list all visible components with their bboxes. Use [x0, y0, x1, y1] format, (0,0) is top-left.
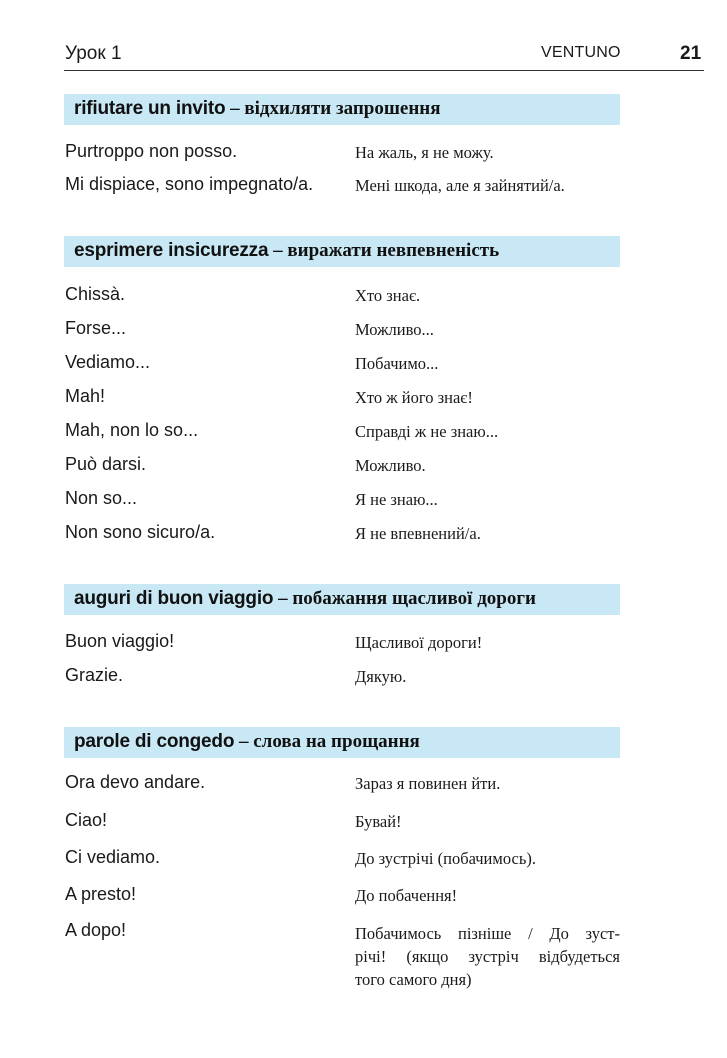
header-divider	[64, 70, 704, 71]
phrase-uk: Мені шкода, але я зайнятий/а.	[355, 176, 565, 195]
heading-dash: –	[234, 731, 254, 752]
phrase-it: A dopo!	[65, 920, 127, 940]
phrase-it: Mah, non lo so...	[65, 420, 199, 440]
heading-dash: –	[225, 98, 245, 119]
phrase-row	[0, 284, 727, 314]
section-heading	[74, 98, 441, 120]
phrase-uk: Бувай!	[355, 812, 402, 831]
heading-dash: –	[268, 240, 288, 261]
phrase-it: A presto!	[65, 884, 137, 904]
phrase-uk: Дякую.	[355, 667, 407, 686]
section-title-it: rifiutare un invito	[74, 98, 226, 119]
phrase-uk-line: Побачимось пізніше / До зуст-	[355, 924, 620, 943]
section-heading	[74, 240, 499, 262]
phrase-it: Ora devo andare.	[65, 772, 206, 792]
phrase-row	[0, 352, 727, 382]
heading-dash: –	[273, 588, 293, 609]
phrase-it: Buon viaggio!	[65, 631, 175, 651]
phrase-row	[0, 174, 727, 204]
phrase-uk: Можливо...	[355, 320, 434, 339]
phrase-row	[0, 920, 727, 992]
phrase-uk: Зараз я повинен йти.	[355, 774, 501, 793]
phrase-it: Non sono sicuro/a.	[65, 522, 216, 542]
phrase-it: Non so...	[65, 488, 138, 508]
phrase-uk: Справді ж не знаю...	[355, 422, 499, 441]
phrase-uk-line: того самого дня)	[355, 970, 472, 989]
section-heading	[74, 731, 420, 753]
phrase-it: Mi dispiace, sono impegnato/a.	[65, 174, 314, 194]
phrase-it: Grazie.	[65, 665, 124, 685]
phrase-row	[0, 454, 727, 484]
section-title-uk: побажання щасливої дороги	[292, 588, 536, 609]
phrase-it: Ci vediamo.	[65, 847, 161, 867]
phrase-uk: Щасливої дороги!	[355, 633, 483, 652]
phrase-uk-line: річі! (якщо зустріч відбудеться	[355, 947, 620, 966]
phrase-uk: Можливо.	[355, 456, 426, 475]
phrase-it: Ciao!	[65, 810, 108, 830]
phrase-row	[0, 420, 727, 450]
phrase-row	[0, 847, 727, 877]
phrase-it: Può darsi.	[65, 454, 147, 474]
phrase-uk: Я не впевнений/а.	[355, 524, 481, 543]
phrase-row	[0, 318, 727, 348]
section-title-uk: виражати невпевненість	[287, 240, 500, 261]
section-heading	[74, 588, 536, 610]
phrase-row	[0, 141, 727, 171]
phrase-row	[0, 631, 727, 661]
phrase-uk: Я не знаю...	[355, 490, 438, 509]
section-title-uk: відхиляти запрошення	[244, 98, 441, 119]
phrase-row	[0, 522, 727, 552]
section-title-it: auguri di buon viaggio	[74, 588, 274, 609]
section-title-uk: слова на прощання	[253, 731, 420, 752]
page-number: 21	[680, 43, 702, 64]
phrase-it: Mah!	[65, 386, 106, 406]
page-word: VENTUNO	[541, 44, 621, 61]
phrase-uk-multiline	[355, 922, 620, 991]
section-title-it: esprimere insicurezza	[74, 240, 269, 261]
phrase-row	[0, 810, 727, 840]
phrase-uk: До зустрічі (побачимось).	[355, 849, 536, 868]
phrase-uk: Хто знає.	[355, 286, 421, 305]
phrase-it: Purtroppo non posso.	[65, 141, 238, 161]
lesson-label: Урок 1	[65, 43, 122, 64]
phrase-it: Forse...	[65, 318, 127, 338]
phrase-row	[0, 772, 727, 802]
phrase-uk: На жаль, я не можу.	[355, 143, 494, 162]
phrase-uk: Побачимо...	[355, 354, 439, 373]
phrase-uk: До побачення!	[355, 886, 458, 905]
phrase-it: Chissà.	[65, 284, 126, 304]
phrase-it: Vediamo...	[65, 352, 151, 372]
phrase-row	[0, 488, 727, 518]
phrase-row	[0, 386, 727, 416]
phrase-uk: Хто ж його знає!	[355, 388, 473, 407]
phrase-row	[0, 884, 727, 914]
section-title-it: parole di congedo	[74, 731, 235, 752]
phrase-row	[0, 665, 727, 695]
